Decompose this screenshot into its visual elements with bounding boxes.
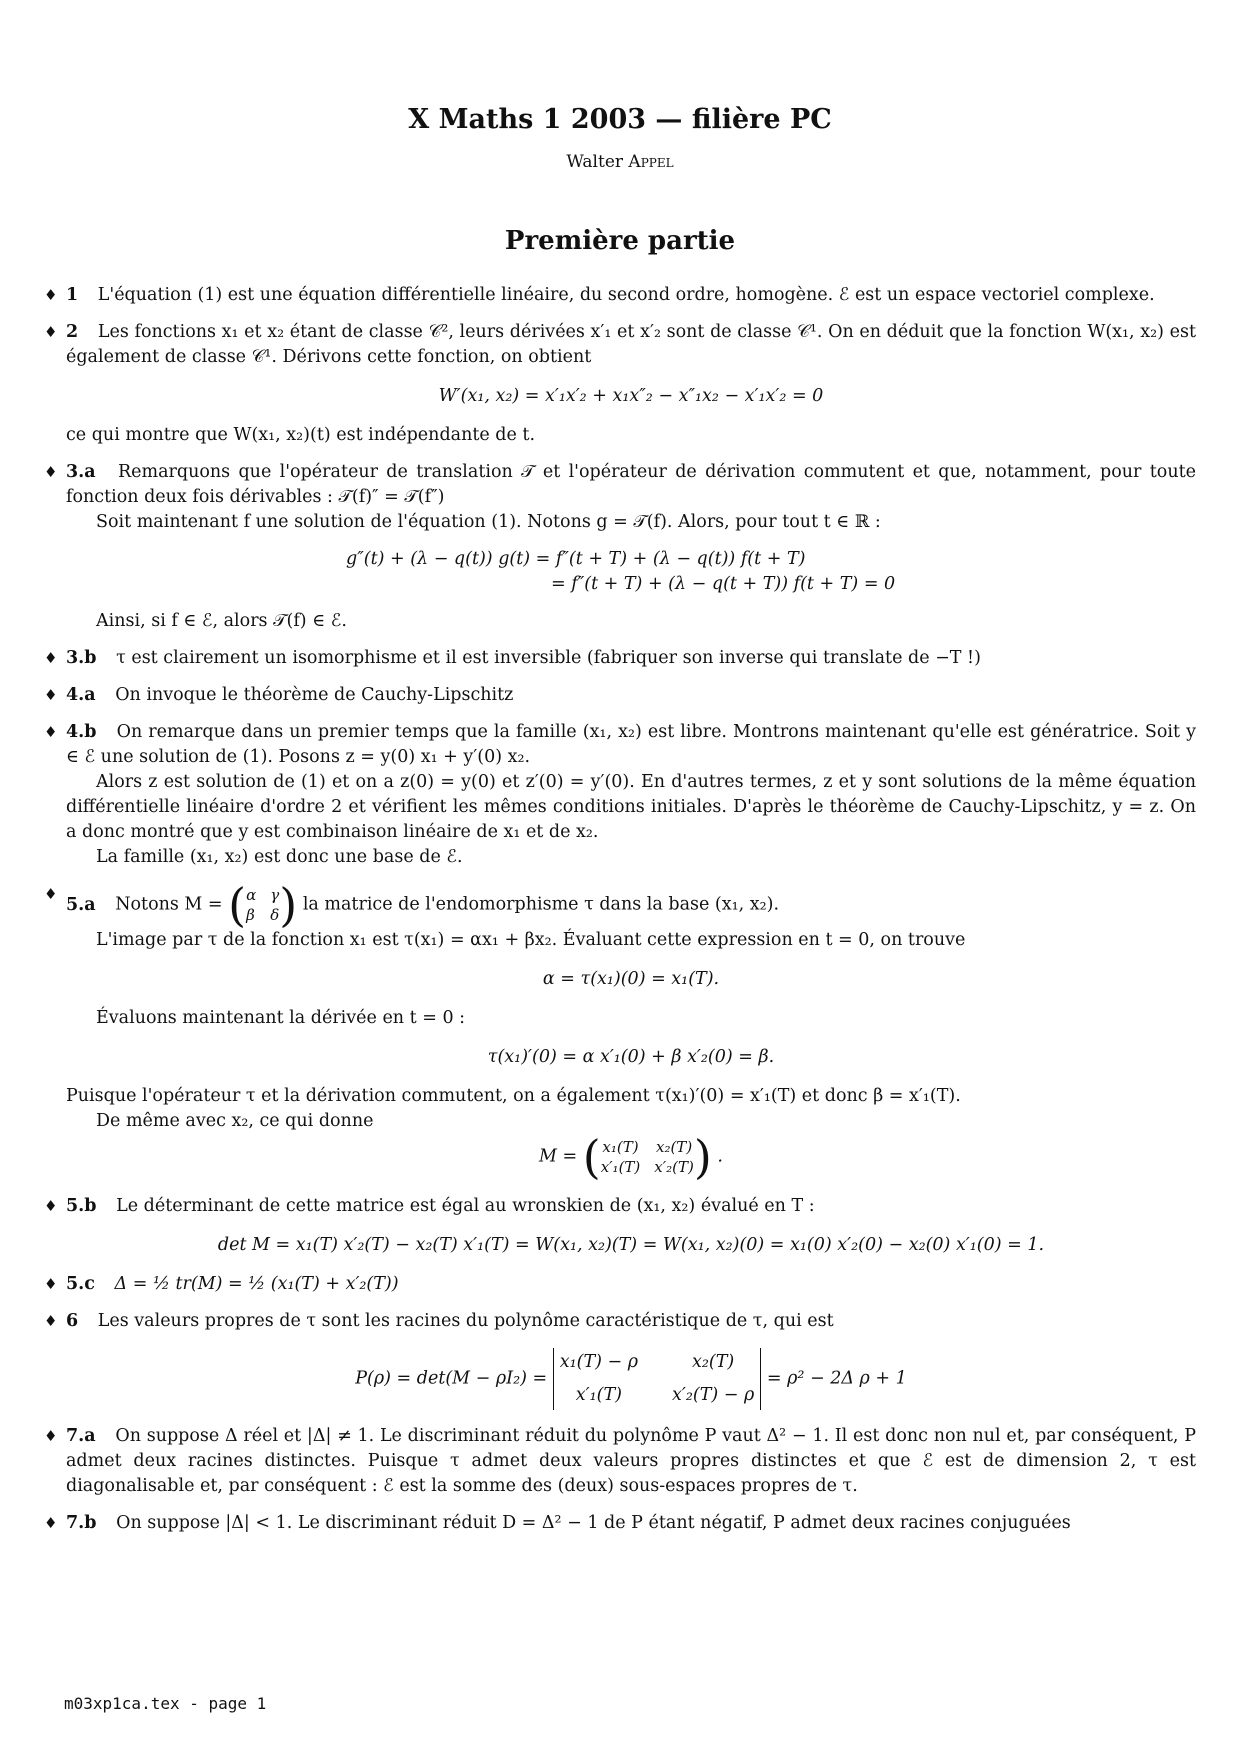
determinant [553,1348,762,1410]
item-text: Remarquons que l'opérateur de translation 𝒯 et l'opérateur de dérivation commutent et que, notamment, pour toute fonction deux fois dérivables : 𝒯(f)″ = 𝒯(f″) [66,462,1196,507]
bullet-icon: ♦ [44,1197,58,1215]
item-1 [44,283,1196,308]
item-text-after: Ainsi, si f ∈ ℰ, alors 𝒯(f) ∈ ℰ. [96,611,347,631]
item-text: On remarque dans un premier temps que la famille (x₁, x₂) est libre. Montrons maintenant qu'elle est génératrice. Soit y ∈ ℰ une solution de (1). Posons z = y(0) x₁ + y′(0) x₂. [66,722,1196,767]
bullet-icon: ♦ [44,1312,58,1330]
bullet-icon: ♦ [44,323,58,341]
item-text-5: De même avec x₂, ce qui donne [96,1111,374,1131]
item-5c [44,1272,1196,1297]
item-6 [44,1309,1196,1410]
item-text: On suppose Δ réel et |Δ| ≠ 1. Le discriminant réduit du polynôme P vaut Δ² − 1. Il est donc non nul et, par conséquent, P admet deux racines distinctes. Puisque τ admet deux valeurs propres distinctes et que ℰ est de dimension 2, τ est diagonalisable et, par conséquent : ℰ est la somme des (deux) sous-espaces propres de τ. [66,1426,1196,1496]
equation-lead: P(ρ) = det(M − ρI₂) = [355,1368,548,1389]
item-5b [44,1194,1196,1258]
item-number: 2 [66,322,79,342]
determinant-cell: x′₁(T) [575,1385,622,1405]
item-text: L'équation (1) est une équation différentielle linéaire, du second ordre, homogène. ℰ est un espace vectoriel complexe. [97,285,1155,305]
bullet-icon: ♦ [44,649,58,667]
matrix-m: ( α γ β δ ) [228,878,298,932]
equation-end: . [717,1146,723,1167]
item-4b [44,720,1196,870]
item-7a [44,1424,1196,1499]
item-text-2: Soit maintenant f une solution de l'équation (1). Notons g = 𝒯(f). Alors, pour tout t ∈ ℝ : [96,512,881,532]
author-last-name: Appel [628,152,674,172]
item-7b [44,1511,1196,1536]
item-text-4: Puisque l'opérateur τ et la dérivation commutent, on a également τ(x₁)′(0) = x′₁(T) et donc β = x′₁(T). [66,1086,961,1106]
item-text: Le déterminant de cette matrice est égal au wronskien de (x₁, x₂) évalué en T : [116,1196,815,1216]
item-number: 3.a [66,462,96,482]
matrix-cell: δ [270,906,280,924]
item-text-2: Alors z est solution de (1) et on a z(0) = y(0) et z′(0) = y′(0). En d'autres termes, z et y sont solutions de la même équation différentielle linéaire d'ordre 2 et vérifient les mêmes conditions initiales. D'après le théorème de Cauchy-Lipschitz, y = z. On a donc montré que y est combinaison linéaire de x₁ et de x₂. [66,772,1196,842]
item-5a [44,878,1196,1184]
bullet-icon: ♦ [44,1275,58,1293]
equation [66,1348,1196,1410]
equation-2: τ(x₁)′(0) = α x′₁(0) + β x′₂(0) = β. [487,1047,775,1067]
section-title: Première partie [504,226,736,256]
item-number: 4.b [66,722,97,742]
item-number: 4.a [66,685,96,705]
equation: W′(x₁, x₂) = x′₁x′₂ + x₁x″₂ − x″₁x₂ − x′₁x′₂ = 0 [438,386,824,406]
equation: det M = x₁(T) x′₂(T) − x₂(T) x′₁(T) = W(x₁, x₂)(T) = W(x₁, x₂)(0) = x₁(0) x′₂(0) − x₂(0) x′₁(0) = 1. [217,1235,1045,1255]
item-text-after: ce qui montre que W(x₁, x₂)(t) est indépendante de t. [66,425,536,445]
item-number: 1 [66,285,79,305]
bullet-icon: ♦ [44,463,58,481]
item-text: Les fonctions x₁ et x₂ étant de classe 𝒞², leurs dérivées x′₁ et x′₂ sont de classe 𝒞¹. On en déduit que la fonction W(x₁, x₂) est également de classe 𝒞¹. Dérivons cette fonction, on obtient [66,322,1196,367]
matrix-cell: β [246,906,255,924]
document-title: X Maths 1 2003 — filière PC [408,104,832,135]
item-3a [44,460,1196,634]
matrix-cell: γ [270,886,280,904]
bullet-icon: ♦ [44,723,58,741]
page-footer: m03xp1ca.tex - page 1 [64,1694,267,1713]
item-number: 5.a [66,894,96,915]
bullet-icon: ♦ [44,885,58,903]
equation-3 [66,1130,1196,1184]
item-text: Δ = ½ tr(M) = ½ (x₁(T) + x′₂(T)) [114,1274,399,1294]
bullet-icon: ♦ [44,686,58,704]
equation-end: = ρ² − 2Δ ρ + 1 [766,1368,907,1389]
item-text: On suppose |Δ| < 1. Le discriminant réduit D = Δ² − 1 de P étant négatif, P admet deux racines conjuguées [116,1513,1071,1533]
item-text-3: Évaluons maintenant la dérivée en t = 0 : [96,1008,466,1028]
item-text: la matrice de l'endomorphisme τ dans la base (x₁, x₂). [302,894,780,915]
bullet-icon: ♦ [44,286,58,304]
matrix-cell: x₁(T) [602,1138,639,1156]
matrix-cell: x′₁(T) [600,1158,641,1176]
document-body [44,283,1196,1548]
author [0,152,1240,172]
equation-line-1: g″(t) + (λ − q(t)) g(t) = f″(t + T) + (λ − q(t)) f(t + T) [346,549,806,569]
item-number: 7.b [66,1513,97,1533]
item-number: 6 [66,1311,79,1331]
matrix-m-values: ( x₁(T) x₂(T) x′₁(T) x′₂(T) ) [582,1130,712,1184]
equation-lead: M = [539,1146,578,1167]
item-text: τ est clairement un isomorphisme et il est inversible (fabriquer son inverse qui translate de −T !) [116,648,981,668]
matrix-cell: x₂(T) [655,1138,693,1156]
bullet-icon: ♦ [44,1427,58,1445]
item-2 [44,320,1196,448]
equation-line-2: = f″(t + T) + (λ − q(t + T)) f(t + T) = 0 [551,574,896,594]
matrix-cell: α [246,886,257,904]
item-3b [44,646,1196,671]
item-number: 7.a [66,1426,96,1446]
equation-1: α = τ(x₁)(0) = x₁(T). [542,969,720,989]
author-first-name: Walter [566,152,624,172]
determinant-cell: x′₂(T) − ρ [672,1385,755,1405]
item-text: On invoque le théorème de Cauchy-Lipschitz [115,685,514,705]
item-text: Les valeurs propres de τ sont les racines du polynôme caractéristique de τ, qui est [97,1311,834,1331]
determinant-cell: x₂(T) [692,1352,735,1372]
item-text-3: La famille (x₁, x₂) est donc une base de ℰ. [96,847,463,867]
determinant-cell: x₁(T) − ρ [559,1352,639,1372]
matrix-cell: x′₂(T) [654,1158,694,1176]
item-number: 5.b [66,1196,97,1216]
item-lead: Notons M = [115,894,223,915]
item-number: 3.b [66,648,97,668]
item-text-2: L'image par τ de la fonction x₁ est τ(x₁) = αx₁ + βx₂. Évaluant cette expression en t = 0, on trouve [96,930,966,950]
item-4a [44,683,1196,708]
bullet-icon: ♦ [44,1514,58,1532]
item-number: 5.c [66,1274,95,1294]
